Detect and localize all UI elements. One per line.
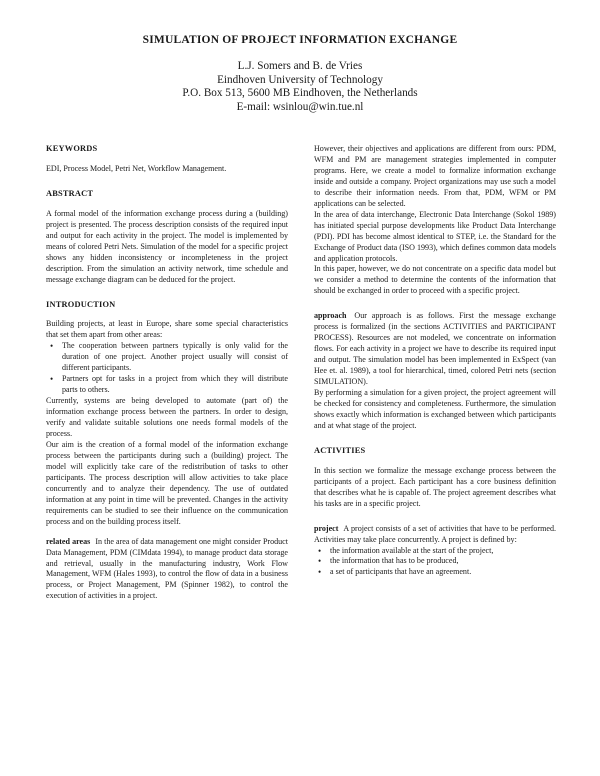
related-areas-paragraph-4: In this paper, however, we do not concentrate on a specific data model but we consider a method to determine the contents of the information that should be exchanged in order to proceed with a specific project. xyxy=(314,264,556,296)
list-item: • The cooperation between partners typically is only valid for the duration of one project. Another project usually will consist of different participants. xyxy=(46,341,288,374)
related-areas-paragraph xyxy=(46,537,288,603)
list-item: • the information available at the start of the project, xyxy=(314,546,556,557)
paper-title: SIMULATION OF PROJECT INFORMATION EXCHANGE xyxy=(142,34,458,46)
intro-paragraph-2: Currently, systems are being developed to automate (part of) the information exchange process between the partners. In order to design, verify and validate suitable solutions one needs formal models of the process. xyxy=(46,396,288,439)
introduction-heading: INTRODUCTION xyxy=(46,299,116,309)
left-column xyxy=(46,144,288,602)
related-areas-runin: related areas xyxy=(46,536,91,546)
intro-bullet-list xyxy=(46,341,288,396)
approach-paragraph-2: By performing a simulation for a given project, the project agreement will be checked for consistency and completeness. Furthermore, the simulation shows exactly which information is exchanged between which participants and at what stage of the project. xyxy=(314,388,556,430)
author-email: E-mail: wsinlou@win.tue.nl xyxy=(236,100,364,113)
project-text: A project consists of a set of activities that have to be performed. Activities may take place concurrently. A project is defined by: xyxy=(314,523,556,544)
author-affiliation: Eindhoven University of Technology xyxy=(217,73,383,86)
approach-runin: approach xyxy=(314,311,347,321)
keywords-heading: KEYWORDS xyxy=(46,144,98,153)
list-item: • Partners opt for tasks in a project from which they will distribute parts to others. xyxy=(46,374,288,396)
list-item: • the information that has to be produced, xyxy=(314,556,556,567)
approach-paragraph xyxy=(314,311,556,388)
right-column xyxy=(314,144,556,578)
approach-text: Our approach is as follows. First the message exchange process is formalized (in the sections ACTIVITIES and PARTICIPANT PROCESS). Resources are not modeled, we concentrate on information flows. For each activity in a project we have to describe its required input and output. The simulation model has been implemented in ExSpect (van Hee et. al. 1989), a tool for hierarchical, timed, colored Petri nets (section SIMULATION). xyxy=(314,311,556,387)
activities-text: In this section we formalize the message exchange process between the participants of a project. Each participant has a core business definition that describes what he is capable of. The project agreement describes what his tasks are in a specific project. xyxy=(314,465,556,508)
related-areas-text: In the area of data management one might consider Product Data Management, PDM (CIMdata 1994), to manage product data storage and retrieval, usually in the manufacturing industry, Work Flow Management, WFM (Hales 1993), to control the flow of data in a business process, or Project Management, PM (Spinner 1982), to control the execution of activities in a project. xyxy=(46,536,288,601)
related-areas-paragraph-2: However, their objectives and applications are different from ours: PDM, WFM and PM are management strategies implemented in computer programs. Here, we create a model to formalize information exchange inside and outside a company. Project organizations may use such a model to describe their information needs. From that, PDM, WFM or PM applications can be selected. xyxy=(314,144,556,208)
intro-paragraph-1: Building projects, at least in Europe, share some special characteristics that set them apart from other areas: xyxy=(46,319,288,340)
related-areas-paragraph-3: In the area of data interchange, Electronic Data Interchange (Sokol 1989) has initiated special purpose developments like Product Data Interchange (PDI). PDI has become almost identical to STEP, i.e. the Standard for the Exchange of Product data (ISO 1993), which defines common data models and application protocols. xyxy=(314,209,556,263)
abstract-heading: ABSTRACT xyxy=(46,188,94,198)
project-paragraph xyxy=(314,524,556,546)
keywords-text: EDI, Process Model, Petri Net, Workflow Management. xyxy=(46,163,227,173)
list-item: • a set of participants that have an agreement. xyxy=(314,567,556,578)
abstract-text: A formal model of the information exchange process during a (building) project is presented. The process description consists of the required input and output for each activity in the project. The model is implemented by means of colored Petri Nets. Simulation of the model for a specific project shows any hidden inconsistency or incompleteness in the project description. From the simulation an activity network, time schedule and message exchange diagram can be deduced for the project. xyxy=(46,208,288,284)
author-names: L.J. Somers and B. de Vries xyxy=(237,60,363,72)
author-address: P.O. Box 513, 5600 MB Eindhoven, the Netherlands xyxy=(182,87,418,100)
project-runin: project xyxy=(314,523,339,533)
activities-heading: ACTIVITIES xyxy=(314,445,366,455)
intro-paragraph-3: Our aim is the creation of a formal model of the information exchange process between the participants during such a (building) project. The model will explicitly take care of the redistribution of tasks to other participants. The process description will allow activities to take place concurrently and to analyze their dependency. The use of outdated information at any point in time will be prevented. Changes in the activity requirements can be studied to see their influence on the communication process and on the building process itself. xyxy=(46,439,288,526)
project-bullet-list xyxy=(314,546,556,579)
author-block xyxy=(0,60,600,114)
